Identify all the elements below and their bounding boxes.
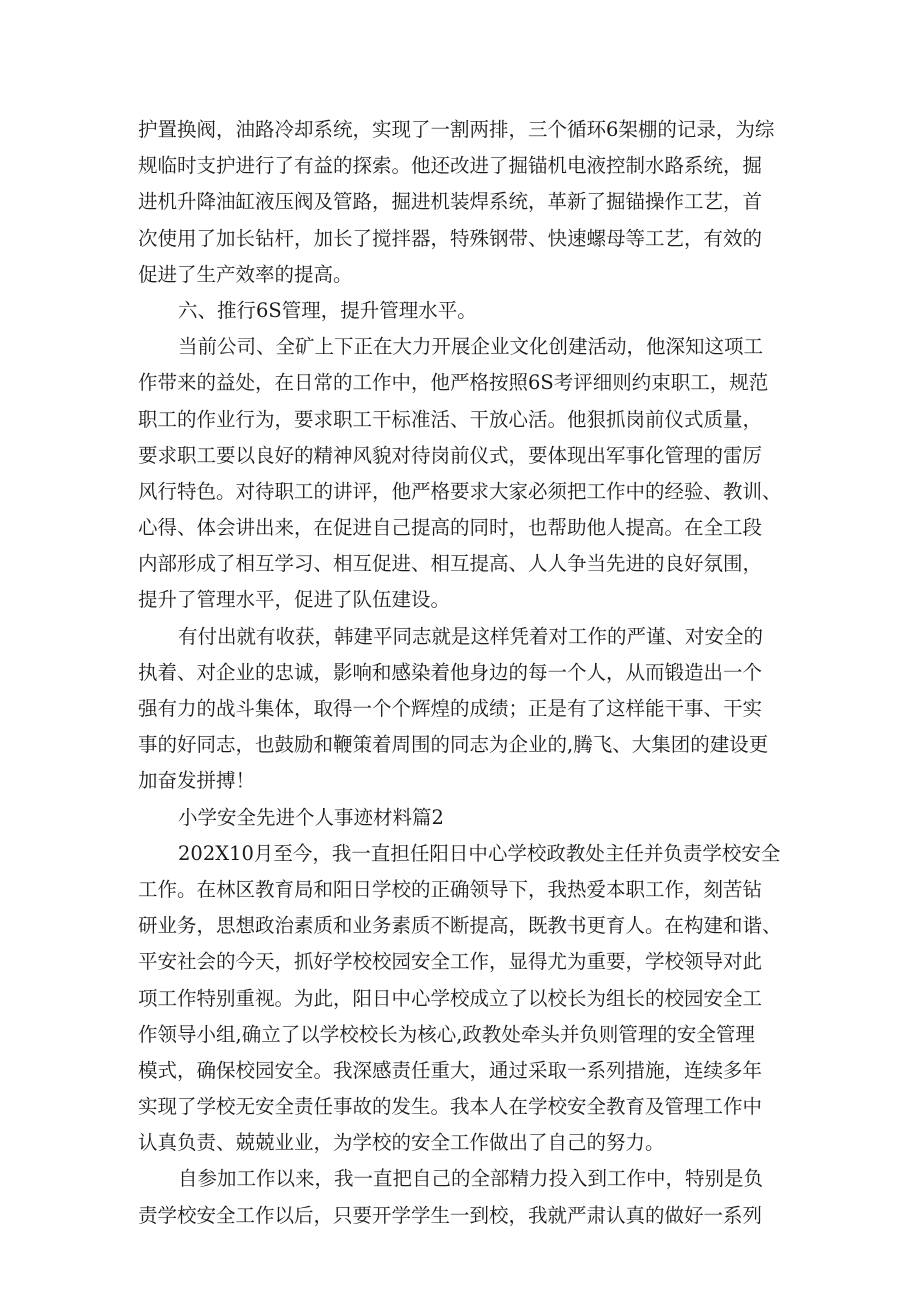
text-line: 次使用了加长钻杆，加长了搅拌器，特殊钢带、快速螺母等工艺，有效的 xyxy=(138,226,763,250)
text-line: 强有力的战斗集体，取得一个个辉煌的成绩；正是有了这样能干事、干实 xyxy=(138,697,763,720)
text-line: 202X10月至今，我一直担任阳日中心学校政教处主任并负责学校安全 xyxy=(178,841,781,865)
text-line: 职工的作业行为，要求职工干标准活、干放心活。他狠抓岗前仪式质量， xyxy=(138,407,763,431)
text-line: 自参加工作以来，我一直把自己的全部精力投入到工作中，特别是负 xyxy=(178,1167,764,1191)
text-line: 作领导小组,确立了以学校校长为核心,政教处牵头并负则管理的安全管理 xyxy=(138,1022,755,1046)
text-line: 风行特色。对待职工的讲评，他严格要求大家必须把工作中的经验、教训、 xyxy=(138,479,782,503)
text-line: 要求职工要以良好的精神风貌对待岗前仪式，要体现出军事化管理的雷厉 xyxy=(138,443,763,467)
text-line: 促进了生产效率的提高。 xyxy=(138,262,353,286)
text-line: 研业务，思想政治素质和业务素质不断提高，既教书更育人。在构建和谐、 xyxy=(138,914,782,938)
text-line: 内部形成了相互学习、相互促进、相互提高、人人争当先进的良好氛围， xyxy=(138,552,763,576)
text-line: 事的好同志，也鼓励和鞭策着周围的同志为企业的,腾飞、大集团的建设更 xyxy=(138,733,769,757)
text-line: 当前公司、全矿上下正在大力开展企业文化创建活动，他深知这项工 xyxy=(178,335,764,359)
text-line: 作带来的益处，在日常的工作中，他严格按照6S考评细则约束职工，规范 xyxy=(138,371,769,395)
text-line: 责学校安全工作以后，只要开学学生一到校，我就严肃认真的做好一系列 xyxy=(138,1203,763,1227)
text-line: 六、推行6S管理，提升管理水平。 xyxy=(178,298,477,322)
text-line: 加奋发拼搏！ xyxy=(138,769,256,793)
text-line: 护置换阀，油路冷却系统，实现了一割两排，三个循环6架棚的记录，为综 xyxy=(138,118,775,141)
text-line: 小学安全先进个人事迹材料篇2 xyxy=(178,805,444,829)
text-line: 实现了学校无安全责任事故的发生。我本人在学校安全教育及管理工作中 xyxy=(138,1095,763,1119)
text-line: 项工作特别重视。为此，阳日中心学校成立了以校长为组长的校园安全工 xyxy=(138,986,763,1010)
text-line: 执着、对企业的忠诚，影响和感染着他身边的每一个人，从而锻造出一个 xyxy=(138,660,763,684)
text-line: 规临时支护进行了有益的探索。他还改进了掘锚机电液控制水路系统，掘 xyxy=(138,154,763,178)
text-line: 工作。在林区教育局和阳日学校的正确领导下，我热爱本职工作，刻苦钻 xyxy=(138,877,763,901)
document-page xyxy=(138,116,788,1238)
text-line: 认真负责、兢兢业业，为学校的安全工作做出了自己的努力。 xyxy=(138,1131,665,1155)
text-line: 进机升降油缸液压阀及管路，掘进机装焊系统，革新了掘锚操作工艺，首 xyxy=(138,190,763,214)
text-line: 模式，确保校园安全。我深感责任重大，通过采取一系列措施，连续多年 xyxy=(138,1058,763,1082)
text-line: 平安社会的今天，抓好学校校园安全工作，显得尤为重要，学校领导对此 xyxy=(138,950,763,974)
text-line: 有付出就有收获，韩建平同志就是这样凭着对工作的严谨、对安全的 xyxy=(178,624,764,648)
text-line: 提升了管理水平，促进了队伍建设。 xyxy=(138,588,451,612)
text-line: 心得、体会讲出来，在促进自己提高的同时，也帮助他人提高。在全工段 xyxy=(138,516,763,540)
